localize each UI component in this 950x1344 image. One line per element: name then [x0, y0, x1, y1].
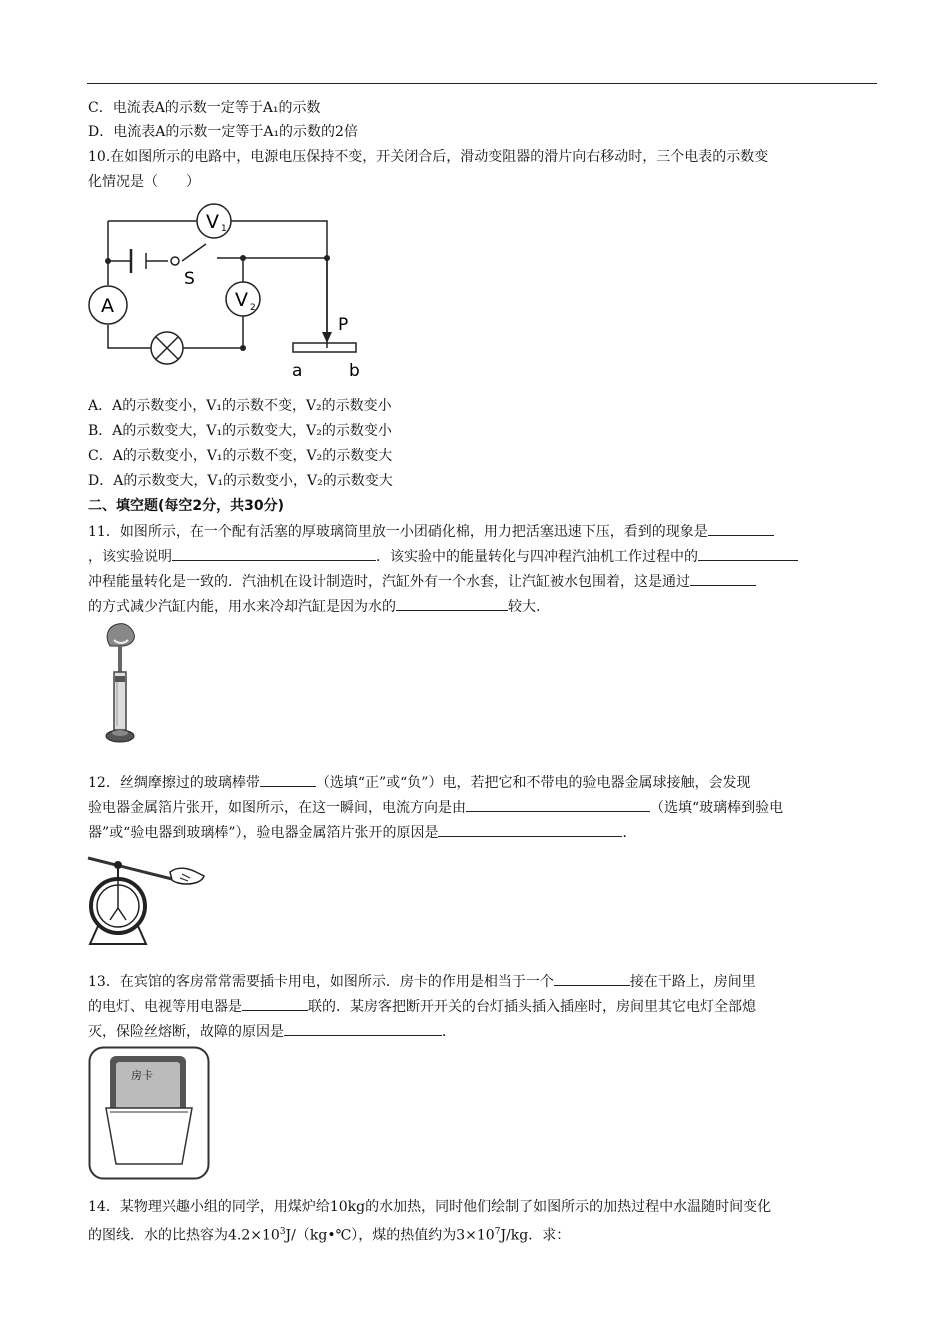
q13-text: 联的．某房客把断开开关的台灯插头插入插座时，房间里其它电灯全部熄 [308, 999, 756, 1015]
q11-line2 [88, 546, 798, 567]
end-b-label: b [349, 361, 360, 381]
junction-dot [240, 255, 246, 261]
q12-text: 器”或“验电器到玻璃棒”），验电器金属箔片张开的原因是 [88, 825, 439, 841]
q13-line2 [88, 996, 756, 1017]
q13-line3 [88, 1021, 456, 1042]
top-rule [87, 83, 877, 84]
answer-blank[interactable] [172, 546, 376, 561]
junction-dot [324, 255, 330, 261]
glass-rod-icon [88, 858, 176, 880]
q14-text: 的图线．水的比热容为4.2×10 [88, 1227, 280, 1244]
answer-blank[interactable] [284, 1021, 442, 1036]
q11-line3 [88, 571, 756, 592]
answer-blank[interactable] [554, 971, 630, 986]
q13-text: 的电灯、电视等用电器是 [88, 999, 242, 1015]
v1-label: V [206, 211, 219, 233]
q10-stem-line2: 化情况是（ ） [88, 174, 200, 190]
q11-text: 较大. [508, 599, 541, 615]
q11-line4 [88, 596, 540, 617]
q12-text: （选填“玻璃棒到验电 [650, 800, 784, 816]
q14-text: J/kg．求： [500, 1227, 571, 1244]
q11-glass-cylinder-figure [96, 620, 156, 745]
q13-text: 灭，保险丝熔断，故障的原因是 [88, 1024, 284, 1040]
q14-exponent: 7 [494, 1227, 501, 1237]
card-label: 房卡 [131, 1069, 153, 1082]
end-a-label: a [292, 361, 303, 381]
answer-blank[interactable] [698, 546, 798, 561]
switch-contact [171, 257, 179, 265]
answer-blank[interactable] [396, 596, 508, 611]
v1-subscript: 1 [221, 224, 227, 234]
q12-text: （选填“正”或“负”）电，若把它和不带电的验电器金属球接触，会发现 [315, 775, 751, 791]
q12-line3 [88, 822, 636, 843]
q10-option-a: A．A的示数变小，V₁的示数不变，V₂的示数变小 [88, 398, 392, 414]
section2-title: 二、填空题(每空2分，共30分) [88, 498, 285, 514]
q14-text: J/（kg•℃），煤的热值约为3×10 [285, 1227, 495, 1244]
v2-label: V [235, 289, 248, 311]
answer-blank[interactable] [708, 521, 774, 536]
ammeter-label: A [101, 295, 114, 317]
q9-option-c: C．电流表A的示数一定等于A₁的示数 [88, 100, 321, 116]
q12-electroscope-figure [86, 846, 211, 954]
card-slot-pocket [106, 1108, 192, 1164]
q12-text: 12．丝绸摩擦过的玻璃棒带 [88, 775, 260, 791]
q11-line1 [88, 521, 774, 542]
q11-text: ．该实验中的能量转化与四冲程汽油机工作过程中的 [376, 549, 698, 565]
q12-text: 验电器金属箔片张开，如图所示，在这一瞬间，电流方向是由 [88, 800, 466, 816]
q10-stem-line1: 10.在如图所示的电路中，电源电压保持不变，开关闭合后，滑动变阻器的滑片向右移动时，三个电表的示数变 [88, 149, 769, 165]
q10-option-c: C．A的示数变小，V₁的示数不变，V₂的示数变大 [88, 448, 393, 464]
answer-blank[interactable] [242, 996, 308, 1011]
answer-blank[interactable] [438, 822, 622, 837]
q14-line2 [88, 1222, 570, 1246]
q11-text: 冲程能量转化是一致的．汽油机在设计制造时，汽缸外有一个水套，让汽缸被水包围着，这是通过 [88, 574, 690, 590]
q13-text: 接在干路上，房间里 [629, 974, 756, 990]
q10-option-d: D．A的示数变大，V₁的示数变小，V₂的示数变大 [88, 473, 393, 489]
answer-blank[interactable] [466, 797, 650, 812]
q11-text: ，该实验说明 [88, 549, 172, 565]
slider-label: P [338, 315, 349, 335]
answer-blank[interactable] [690, 571, 756, 586]
q13-line1 [88, 971, 756, 992]
q13-text: ． [442, 1024, 456, 1040]
q13-room-card-figure [88, 1046, 213, 1182]
q12-line1 [88, 772, 750, 793]
v2-subscript: 2 [250, 303, 256, 313]
metal-ball [114, 861, 122, 869]
q13-text: 13．在宾馆的客房常常需要插卡用电，如图所示．房卡的作用是相当于一个 [88, 974, 554, 990]
q10-option-b: B．A的示数变大，V₁的示数变大，V₂的示数变小 [88, 423, 392, 439]
q11-text: 的方式减少汽缸内能，用水来冷却汽缸是因为水的 [88, 599, 396, 615]
answer-blank[interactable] [260, 772, 316, 787]
switch-label: S [184, 269, 195, 289]
q9-option-d: D．电流表A的示数一定等于A₁的示数的2倍 [88, 124, 358, 140]
q11-text: 11．如图所示，在一个配有活塞的厚玻璃筒里放一小团硝化棉，用力把活塞迅速下压，看到的现象是 [88, 524, 708, 540]
junction-dot [105, 258, 111, 264]
q14-line1: 14．某物理兴趣小组的同学，用煤炉给10kg的水加热，同时他们绘制了如图所示的加热过程中水温随时间变化 [88, 1199, 772, 1215]
q12-text: ． [622, 825, 637, 841]
slider-arrowhead [322, 332, 332, 343]
junction-dot [240, 345, 246, 351]
q12-line2 [88, 797, 783, 818]
q14-exponent: 3 [279, 1227, 286, 1237]
q10-circuit-diagram [86, 196, 376, 381]
